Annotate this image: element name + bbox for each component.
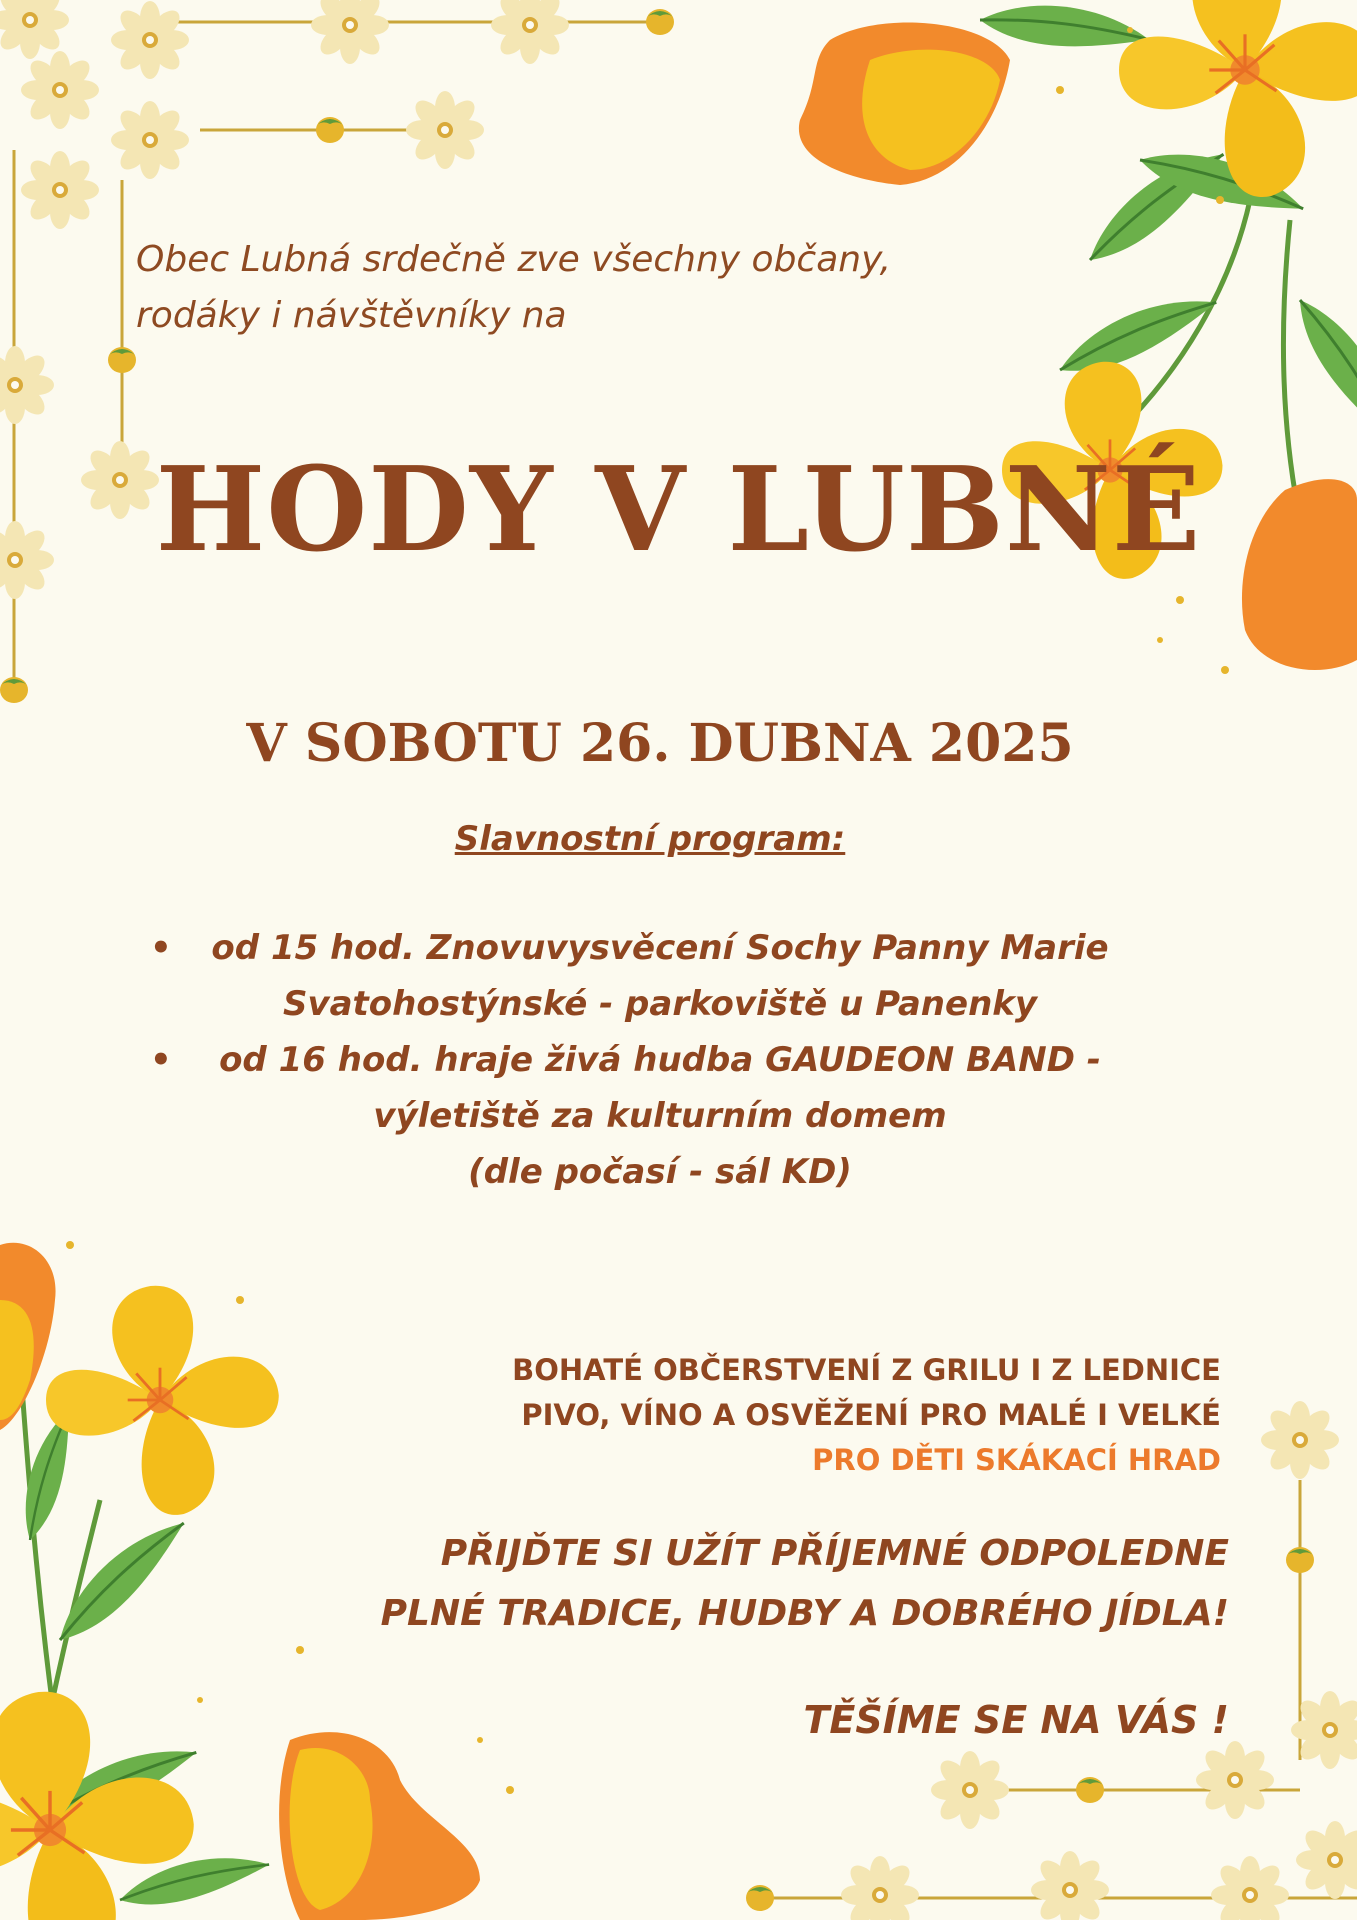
refreshments-info [321,1348,1221,1483]
program-heading: Slavnostní program: [454,819,846,859]
info-line-1: BOHATÉ OBČERSTVENÍ Z GRILU I Z LEDNICE [512,1353,1221,1387]
program-item-2-line-1: od 16 hod. hraje živá hudba GAUDEON BAND - [219,1040,1101,1080]
invite-line-1: PŘIJĎTE SI UŽÍT PŘÍJEMNÉ ODPOLEDNE [440,1533,1229,1574]
program-list [140,920,1180,1200]
program-item-2-line-2: výletiště za kulturním domem [373,1096,947,1136]
bullet-icon: • [150,1040,172,1080]
invite-line-2: PLNÉ TRADICE, HUDBY A DOBRÉHO JÍDLA! [380,1593,1229,1634]
invitation-intro [136,232,1036,344]
bullet-icon: • [150,928,172,968]
program-item-1-line-2: Svatohostýnské - parkoviště u Panenky [282,984,1038,1024]
event-date: V SOBOTU 26. DUBNA 2025 [246,713,1074,774]
invitation-message [229,1524,1229,1644]
closing-message: TĚŠÍME SE NA VÁS ! [803,1698,1229,1742]
intro-line-2: rodáky i návštěvníky na [136,295,567,336]
program-item-1-line-1: od 15 hod. Znovuvysvěcení Sochy Panny Marie [211,928,1109,968]
program-item-1 [140,920,1180,1032]
event-title: HODY V LUBNÉ [155,442,1202,578]
program-item-2-line-3: (dle počasí - sál KD) [468,1152,852,1192]
program-item-2 [140,1032,1180,1200]
info-line-2: PIVO, VÍNO A OSVĚŽENÍ PRO MALÉ I VELKÉ [521,1398,1221,1432]
info-line-3: PRO DĚTI SKÁKACÍ HRAD [812,1443,1221,1477]
intro-line-1: Obec Lubná srdečně zve všechny občany, [136,239,892,280]
